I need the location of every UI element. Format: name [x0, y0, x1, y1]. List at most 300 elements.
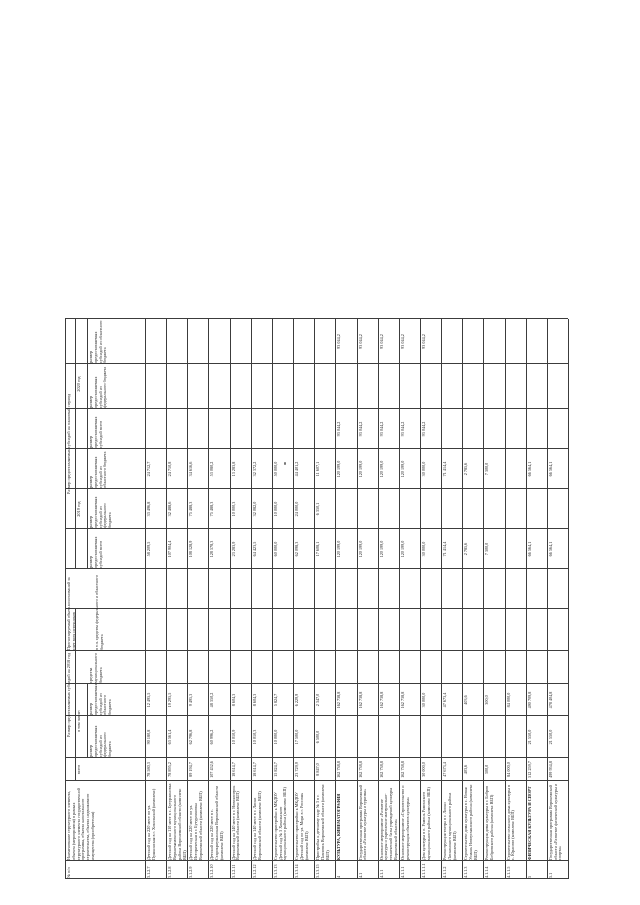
row-value: 128 578,3: [209, 540, 215, 558]
row-number: 3.1.2.11: [230, 864, 236, 878]
row-value: 84 000,0: [505, 762, 511, 777]
row-value: 10 000,3: [230, 501, 236, 517]
row-name: КУЛЬТУРА, КИНЕМАТОГРАФИЯ: [336, 793, 342, 860]
row-value: [316, 320, 334, 363]
row-value: [380, 365, 398, 408]
column-rule: [65, 528, 568, 529]
row-value: [147, 365, 165, 408]
row-value: 64 423,5: [251, 541, 257, 557]
row-value: 107 904,4: [167, 540, 173, 558]
row-value: [528, 320, 546, 363]
row-value: [549, 320, 567, 363]
row-value: [147, 610, 165, 650]
row-value: 50 000,0: [272, 461, 278, 477]
row-value: 6 350,1: [315, 502, 321, 516]
row-value: 63 561,4: [167, 729, 173, 745]
row-value: [253, 365, 271, 408]
row-value: [507, 530, 525, 568]
row-value: 30 000,0: [420, 762, 426, 777]
row-value: [443, 652, 461, 683]
scan-mark: [284, 462, 286, 465]
row-value: 13 283,8: [230, 461, 236, 477]
row-value: 8 847,0: [315, 763, 321, 776]
row-value: 47 673,4: [442, 762, 448, 777]
row-value: 78 895,2: [167, 762, 173, 777]
row-number: 3.1.2.12: [251, 864, 257, 878]
row-name: Пристройка к детскому саду № 3 в г. Павловск Воронежской области (комплекс ВБП): [315, 784, 330, 860]
row-value: [359, 652, 377, 683]
header-total: всего: [76, 764, 81, 775]
row-value: 8 604,3: [230, 693, 236, 707]
row-value: [507, 410, 525, 448]
row-value: 66 564,1: [547, 541, 553, 557]
column-rule: [65, 568, 568, 569]
row-value: 403,6: [463, 695, 469, 705]
row-value: 93 044,2: [399, 421, 405, 437]
row-value: [232, 365, 250, 408]
row-value: [274, 610, 292, 650]
row-value: 21 550,0: [547, 729, 553, 745]
row-value: 478 404,8: [547, 691, 553, 709]
row-value: [232, 610, 250, 650]
header-reg-2019: размер предоставляемых субсидий из областного бюджета: [88, 451, 108, 488]
row-value: [189, 610, 207, 650]
row-value: 44 401,2: [294, 461, 300, 477]
row-value: [422, 365, 440, 408]
row-value: [380, 490, 398, 528]
row-value: 490 709,8: [526, 691, 532, 709]
row-value: 66 564,1: [547, 461, 553, 477]
row-value: 162 738,8: [378, 691, 384, 709]
row-value: 32 372,2: [251, 461, 257, 477]
row-value: [359, 717, 377, 757]
row-value: [359, 490, 377, 528]
row-value: [147, 320, 165, 363]
row-number: 3.1.3.15: [315, 864, 321, 878]
row-value: 9 495,3: [188, 693, 194, 707]
row-value: 120 199,0: [399, 460, 405, 478]
row-value: 75 488,3: [209, 501, 215, 517]
row-value: [401, 652, 419, 683]
row-name: Строительство дома культуры в с. Новая Усмань Новоусманского района (комплекс ВБП): [463, 784, 478, 860]
row-value: [485, 320, 503, 363]
row-value: [443, 610, 461, 650]
row-value: [232, 320, 250, 363]
row-value: 48 350,2: [209, 692, 215, 708]
row-value: 47 673,4: [442, 692, 448, 708]
row-value: [401, 610, 419, 650]
row-value: 62 796,8: [188, 729, 194, 745]
row-value: 75 488,3: [188, 501, 194, 517]
row-value: 120 199,0: [399, 540, 405, 558]
row-value: [464, 410, 482, 448]
row-value: 66 564,1: [526, 461, 532, 477]
row-value: [528, 652, 546, 683]
row-value: 12 495,5: [146, 692, 151, 708]
row-value: [464, 365, 482, 408]
row-value: [359, 365, 377, 408]
row-rule: [208, 319, 209, 879]
row-value: 10 010,3: [251, 729, 257, 745]
column-rule: [65, 757, 568, 758]
row-value: 93 044,2: [420, 334, 426, 349]
row-value: 24 712,7: [146, 461, 151, 477]
row-number: 3.1.2.8: [167, 866, 173, 878]
row-name: Детский сад на 140 мест в г. Лиски Воронежской области (комплекс ВБП): [251, 791, 262, 860]
row-value: [253, 610, 271, 650]
header-incl-budget: в т.ч. средства федерального и областного бюджета: [94, 575, 104, 650]
row-value: 7 300,0: [484, 462, 490, 476]
row-value: [316, 365, 334, 408]
row-number: 4: [336, 875, 342, 878]
row-value: [485, 652, 503, 683]
row-value: 17 500,0: [294, 729, 300, 745]
header-preplan: Прогнозируемый объем ассигнований за счет всех источников: [66, 577, 76, 650]
header-reg-2020: размер предоставляемых субсидий из областного бюджета: [88, 320, 108, 363]
row-value: 84 000,0: [505, 692, 511, 708]
row-value: [507, 320, 525, 363]
row-value: 71 414,4: [442, 541, 448, 557]
row-value: [380, 610, 398, 650]
row-value: 24 000,0: [294, 501, 300, 517]
row-name: Детский сад на 220 мест по ул. Историческая в г. Бутурлиновка Воронежской области (комплекс ВБП): [188, 791, 203, 860]
column-rule: [65, 448, 568, 449]
row-value: [337, 610, 355, 650]
row-value: 93 044,2: [399, 334, 405, 349]
row-value: 53 080,2: [209, 461, 215, 477]
row-value: 512 259,7: [526, 761, 532, 778]
header-year-2019: 2019 год: [76, 501, 81, 517]
row-value: 499 954,8: [547, 761, 553, 778]
row-value: [337, 365, 355, 408]
row-name: Реконструкция театра в г. Лиски Лискинского муниципального района (комплекс ВБП): [442, 792, 457, 860]
row-value: [507, 450, 525, 488]
row-name: Государственная программа Воронежской области «Развитие культуры и туризма»: [357, 784, 368, 860]
row-value: 403,6: [463, 764, 469, 775]
row-value: 300,0: [484, 695, 490, 705]
row-number: 4.1.1.3: [463, 866, 469, 878]
row-number: 4.1: [357, 872, 363, 878]
column-rule: [65, 488, 568, 489]
row-value: [316, 610, 334, 650]
row-value: 7 300,0: [484, 542, 490, 556]
row-number: 3.1.3.14: [294, 864, 300, 878]
row-value: 34 616,6: [188, 461, 194, 477]
row-value: [507, 490, 525, 528]
row-value: 162 738,8: [399, 691, 405, 709]
row-value: [443, 320, 461, 363]
row-name: Детский сад на 220 мест в с. Старокриушанская Воронежской области (комплекс ВБП): [209, 785, 225, 860]
column-rule: [65, 715, 568, 716]
row-value: [253, 410, 271, 448]
row-value: [210, 320, 228, 363]
row-value: 60 000,0: [272, 541, 278, 557]
row-value: 32 488,6: [167, 501, 173, 517]
row-value: 162 738,8: [336, 691, 342, 709]
column-rule: [65, 608, 568, 609]
row-value: [485, 490, 503, 528]
row-value: [464, 490, 482, 528]
row-value: 11 607,1: [315, 461, 321, 477]
row-value: [485, 410, 503, 448]
row-value: 62 098,3: [294, 541, 300, 557]
row-number: 4.1.1: [378, 869, 384, 878]
row-value: 93 044,2: [378, 334, 384, 349]
row-name: Государственная программа Воронежской области «Развитие физической культуры и спорта»: [547, 784, 563, 860]
header-fed-2019: размер предоставляемых субсидий из федерального бюджета: [88, 496, 113, 528]
header-col-no: № п/п: [66, 867, 71, 878]
row-value: 162 738,8: [399, 761, 405, 778]
header-mun: средства муниципального бюджета: [88, 653, 103, 683]
row-value: 30 000,0: [420, 461, 426, 477]
row-value: 23 283,9: [230, 541, 236, 557]
row-value: 18 614,7: [251, 762, 257, 777]
row-value: 120 199,0: [357, 540, 363, 558]
row-value: 120 199,0: [336, 540, 342, 558]
row-value: [380, 652, 398, 683]
row-value: [210, 652, 228, 683]
row-value: 2 785,6: [463, 462, 469, 476]
row-value: 162 738,8: [357, 761, 363, 778]
row-name: Детский сад на 140 мест в г. Новохоперск Воронежской области (комплекс ВБП): [230, 785, 241, 860]
column-rule: [65, 318, 568, 319]
row-value: 93 044,2: [357, 334, 363, 349]
row-value: 8 604,3: [251, 693, 257, 707]
row-value: [316, 652, 334, 683]
row-value: 21 550,0: [526, 729, 532, 745]
row-value: [168, 410, 186, 448]
row-value: [295, 610, 313, 650]
row-number: 3.1.2.7: [146, 866, 151, 878]
row-value: [232, 410, 250, 448]
row-value: [485, 717, 503, 757]
row-number: 4.1.1.4: [484, 866, 490, 878]
row-value: [507, 717, 525, 757]
row-name: Детский сад на 220 мест по ул. Пушкинская в г. Хохольский (комплекс): [146, 788, 156, 860]
row-value: [485, 610, 503, 650]
row-number: 5: [526, 875, 532, 878]
header-total-2019: размер предоставляемых субсидий всего: [88, 536, 103, 568]
row-value: [253, 320, 271, 363]
row-value: 30 000,0: [420, 541, 426, 557]
row-value: [443, 365, 461, 408]
row-value: 5 824,7: [272, 693, 278, 707]
row-rule: [187, 319, 188, 879]
row-value: 162 738,8: [336, 761, 342, 778]
row-value: 120 199,0: [378, 460, 384, 478]
row-value: 120 199,0: [336, 460, 342, 478]
row-value: 32 082,0: [251, 501, 257, 517]
header-total-2020: размер предоставляемых субсидий всего: [88, 416, 103, 448]
row-value: 162 738,8: [378, 761, 384, 778]
row-rule: [441, 319, 442, 879]
row-value: [464, 320, 482, 363]
row-value: [168, 320, 186, 363]
row-value: 10 010,9: [230, 729, 236, 745]
row-value: 120 199,0: [378, 540, 384, 558]
header-reg: размер предоставляемых субсидий из областного бюджета: [88, 683, 113, 715]
column-rule: [65, 683, 568, 684]
row-name: Строительство сельского дома культуры в с. Юрасово (комплекс ВБП): [505, 784, 516, 860]
row-name: ФИЗИЧЕСКАЯ КУЛЬТУРА И СПОРТ: [526, 786, 532, 860]
rotated-subsidy-table: [53, 79, 586, 879]
row-value: [189, 320, 207, 363]
row-value: 162 738,8: [357, 691, 363, 709]
row-value: [549, 410, 567, 448]
row-value: 2 347,0: [315, 693, 321, 707]
row-value: 10 000,0: [272, 501, 278, 517]
row-value: 93 044,2: [378, 421, 384, 437]
row-value: [295, 365, 313, 408]
row-value: [549, 365, 567, 408]
row-value: [168, 652, 186, 683]
row-value: [232, 652, 250, 683]
row-number: 4.1.1.2: [442, 866, 448, 878]
row-value: [549, 652, 567, 683]
row-value: [443, 410, 461, 448]
row-value: [189, 410, 207, 448]
row-value: [528, 610, 546, 650]
row-value: [443, 717, 461, 757]
row-value: [337, 490, 355, 528]
column-rule: [65, 780, 568, 781]
row-value: [274, 652, 292, 683]
row-value: 6 229,9: [294, 693, 300, 707]
row-value: 18 614,7: [230, 762, 236, 777]
row-value: [507, 652, 525, 683]
row-value: 15 824,7: [272, 762, 278, 777]
row-value: 93 044,2: [336, 421, 342, 437]
row-value: [274, 320, 292, 363]
row-number: 3.1.2.9: [188, 866, 194, 878]
row-value: 19 295,5: [167, 692, 173, 708]
row-value: [507, 610, 525, 650]
header-col-name: Наименование структурного элемента, объекта (мероприятия) в рамках структурного элемента государственной программы, объекта капитального строительства, объекта недвижимого имущества (приобретения): [66, 788, 95, 860]
row-value: 300,0: [484, 764, 490, 775]
row-value: [549, 610, 567, 650]
row-value: [210, 410, 228, 448]
row-value: 58 209,5: [146, 541, 151, 557]
row-value: 2 785,6: [463, 542, 469, 556]
row-number: 3.1.2.10: [209, 864, 215, 878]
row-rule: [378, 319, 379, 879]
row-value: [147, 410, 165, 448]
row-number: 4.1.1.1.1: [420, 863, 426, 878]
row-value: [295, 652, 313, 683]
row-value: [528, 490, 546, 528]
row-value: [401, 490, 419, 528]
row-rule: [568, 319, 569, 879]
row-value: 93 044,2: [357, 421, 363, 437]
row-value: [147, 652, 165, 683]
row-value: 78 580,3: [146, 762, 151, 777]
row-value: [464, 717, 482, 757]
header-incl: в том числе:: [76, 710, 81, 732]
row-value: 93 044,2: [336, 334, 342, 349]
row-value: [295, 320, 313, 363]
row-number: 5.1: [547, 872, 553, 878]
row-value: 23 729,9: [294, 762, 300, 777]
row-value: 120 199,0: [357, 460, 363, 478]
row-value: 17 608,1: [315, 541, 321, 557]
row-value: 89 194,7: [188, 762, 194, 777]
row-rule: [251, 319, 252, 879]
row-name: Реконструкция дома культуры в г. Бобров Бобровского района (комплекс ВБП): [484, 785, 495, 860]
row-value: 6 500,0: [315, 730, 321, 744]
row-number: 4.1.1.5: [505, 866, 511, 878]
row-value: [359, 610, 377, 650]
row-value: 107 452,6: [209, 761, 215, 778]
row-value: 71 414,4: [442, 461, 448, 477]
row-value: [464, 652, 482, 683]
row-value: [189, 365, 207, 408]
row-value: [464, 610, 482, 650]
row-name: Детский сад на 110 мест в с. Бутурлиновка Верхнемамонского муниципального района Воронежской области (комплекс ВБП): [167, 783, 187, 860]
row-value: [168, 610, 186, 650]
row-name: Строительство пристройки к МКДОУ Детский сад № 3 Хохольского муниципального района (комплекс ВБП): [272, 787, 288, 860]
row-value: [274, 410, 292, 448]
row-value: [507, 365, 525, 408]
row-value: 24 710,8: [167, 461, 173, 477]
row-value: [401, 717, 419, 757]
row-name: Дом культуры в п. Рамонь Рамонского муниципального района (комплекс ВБП): [420, 787, 431, 860]
row-value: 33 496,8: [146, 501, 151, 517]
header-subrule: [75, 319, 76, 569]
header-fed-2020: размер предоставляемых субсидий из федерального бюджета: [88, 366, 108, 408]
row-name: Основное мероприятие «Строительство и реконструкция объектов культуры»: [399, 785, 410, 860]
column-rule: [65, 408, 568, 409]
row-value: [422, 490, 440, 528]
row-value: [210, 610, 228, 650]
row-value: 93 044,2: [420, 421, 426, 437]
row-value: 60 996,2: [209, 729, 215, 745]
row-value: [380, 717, 398, 757]
column-rule: [65, 860, 568, 861]
header-group-projected: Размер предоставляемых субсидий на плановый период: [66, 394, 71, 494]
column-rule: [65, 363, 568, 364]
row-value: [422, 717, 440, 757]
header-group-2018: Размер предоставляемых субсидий на 2018 год: [66, 653, 71, 737]
row-value: 90 180,8: [146, 729, 151, 745]
row-value: [549, 490, 567, 528]
row-value: [422, 610, 440, 650]
header-fed: размер предоставляемых субсидий из федерального бюджета: [88, 725, 113, 757]
row-value: [295, 410, 313, 448]
row-value: [528, 365, 546, 408]
row-name: Основное мероприятие «Развитие культуры и укрепление материально-технической базы учреждений культуры Воронежской области»: [378, 787, 399, 860]
column-rule: [65, 878, 568, 879]
row-value: 108 128,9: [188, 540, 194, 558]
row-value: [210, 365, 228, 408]
column-rule: [65, 650, 568, 651]
row-number: 4.1.1.1: [399, 866, 405, 878]
header-year-2020: 2020 год: [76, 376, 81, 392]
row-value: [168, 365, 186, 408]
row-value: [337, 717, 355, 757]
row-name: Строительство пристройки к МКДОУ Детский сад по ул. Мира в г. Россошь (комплекс ВБП): [294, 792, 309, 860]
row-value: [274, 365, 292, 408]
row-value: 66 564,1: [526, 541, 532, 557]
row-value: [443, 490, 461, 528]
row-value: [401, 365, 419, 408]
row-value: [422, 652, 440, 683]
row-value: [485, 365, 503, 408]
row-value: 30 000,0: [420, 692, 426, 708]
row-value: [253, 652, 271, 683]
row-value: [337, 652, 355, 683]
row-value: [316, 410, 334, 448]
row-value: [189, 652, 207, 683]
